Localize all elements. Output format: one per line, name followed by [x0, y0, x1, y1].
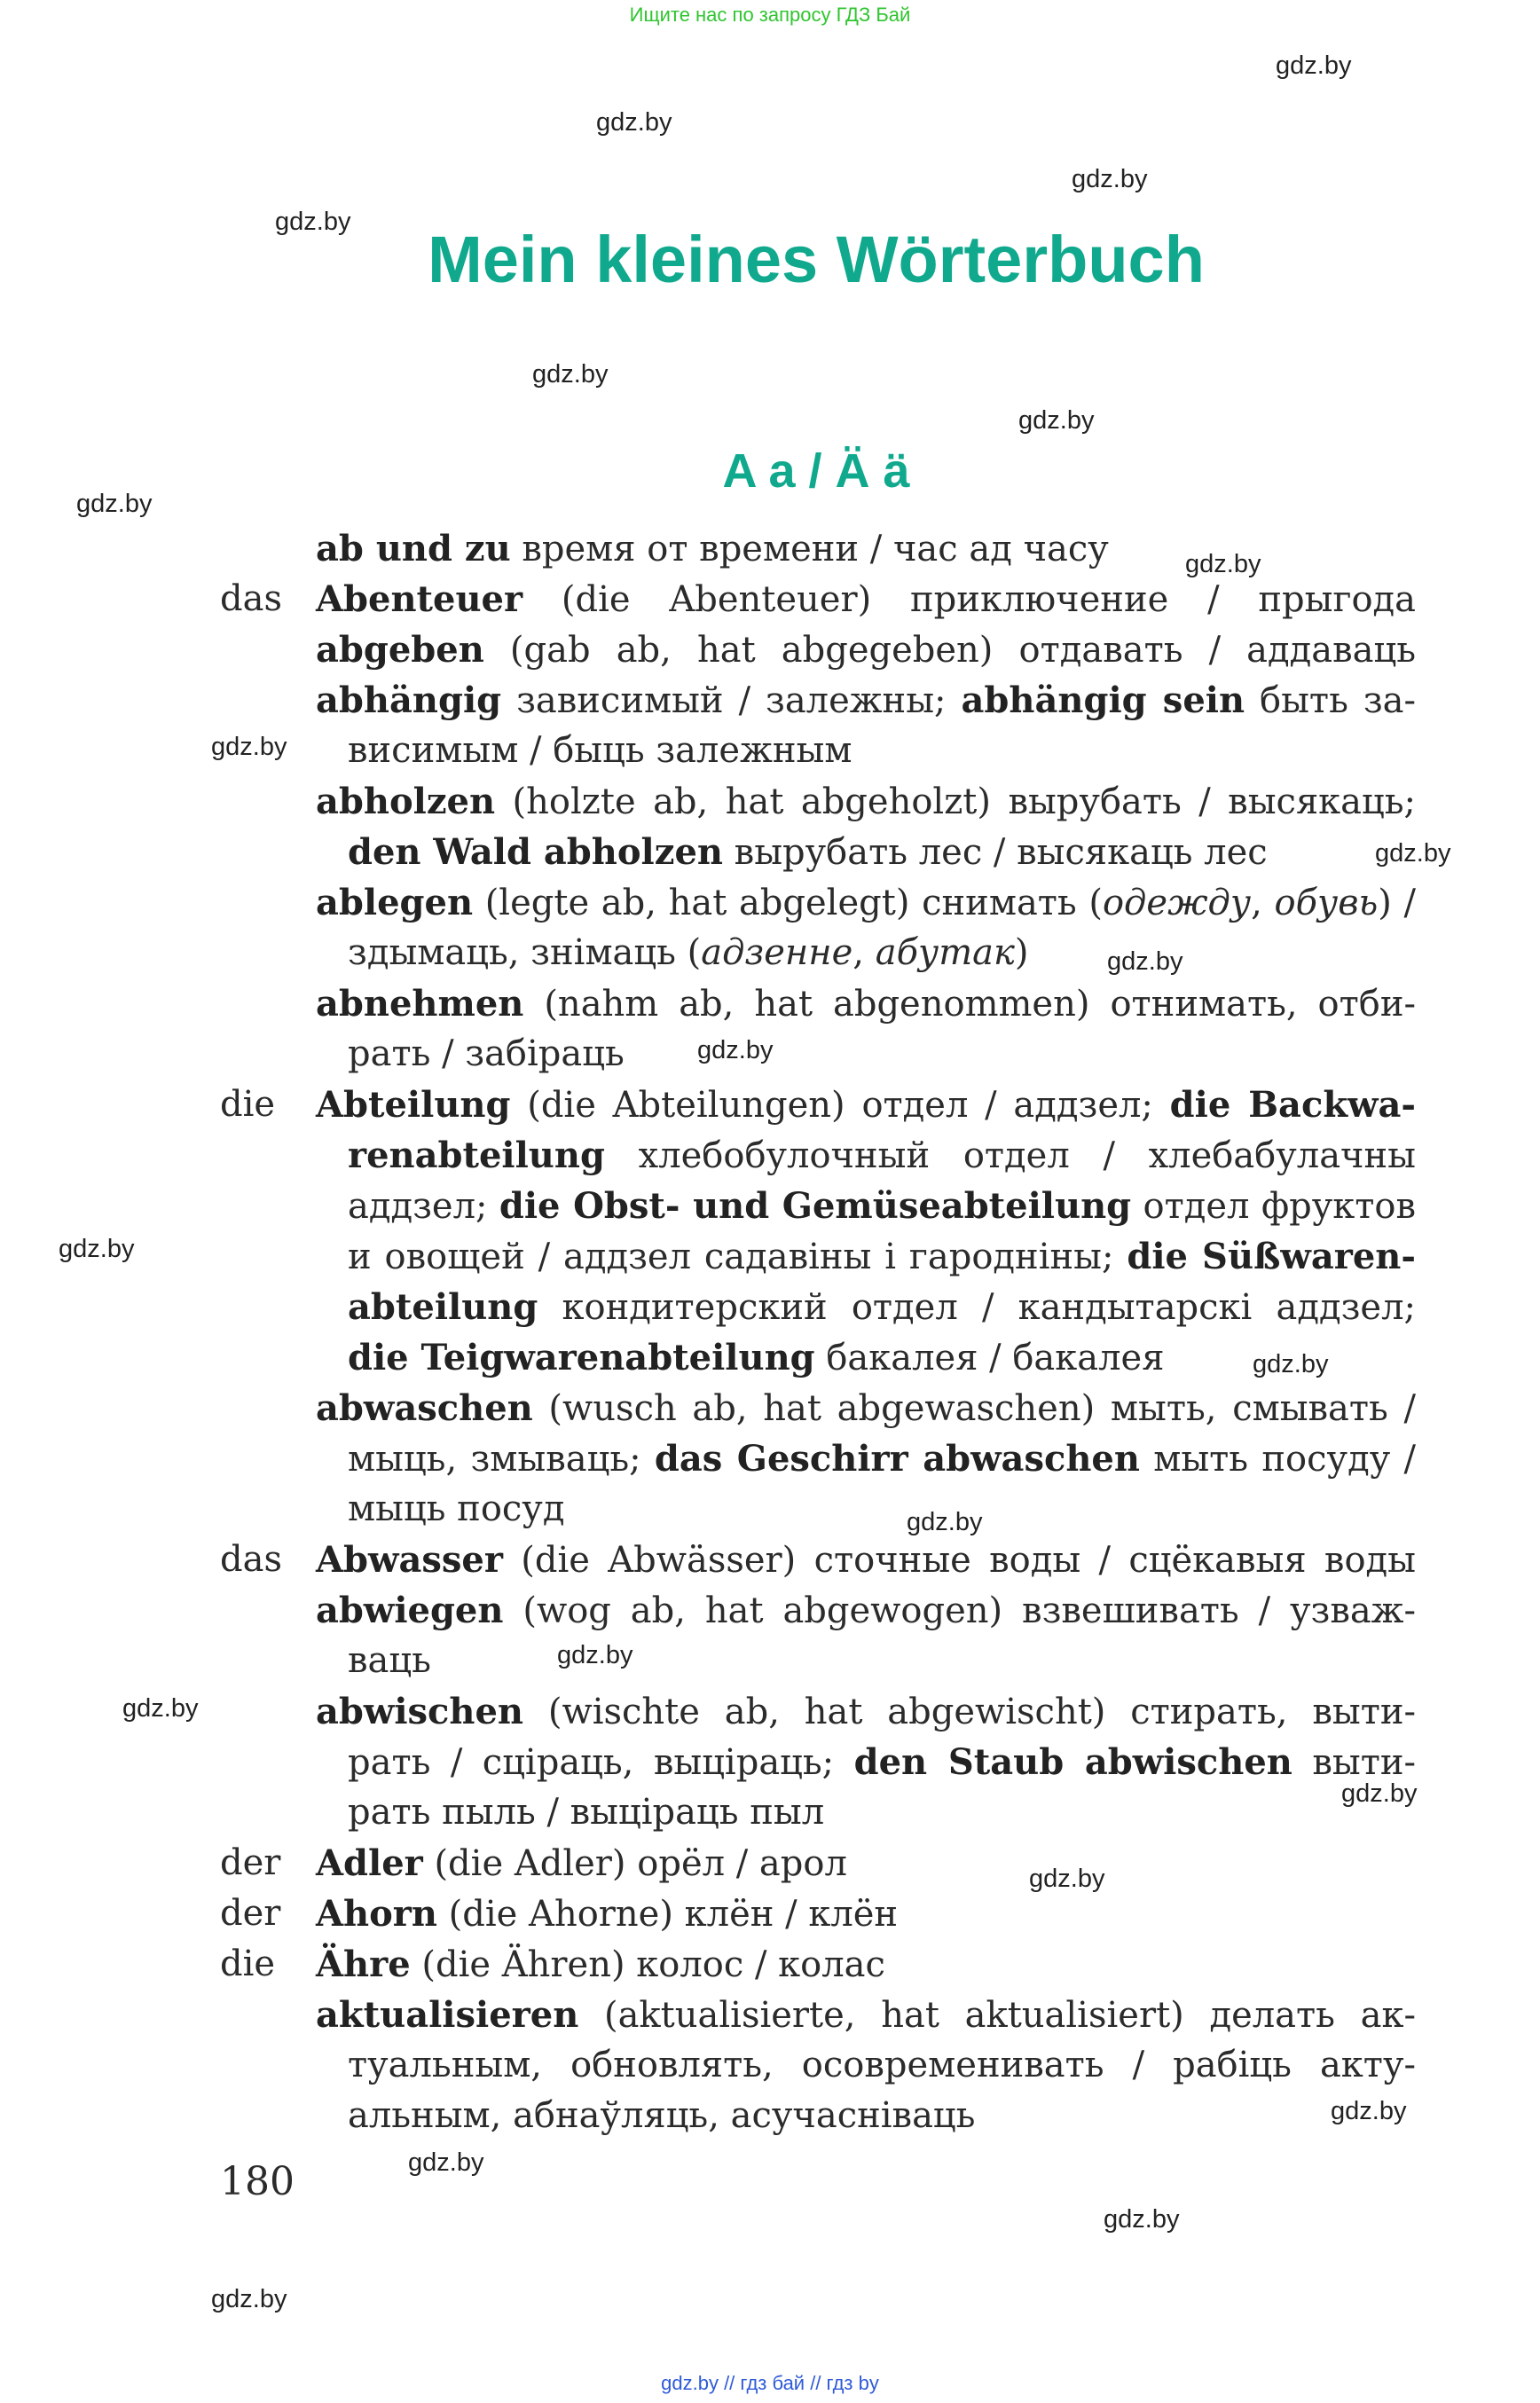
watermark: gdz.by — [1375, 839, 1451, 868]
watermark: gdz.by — [1104, 2205, 1180, 2234]
translation: вырубать / высякаць; — [1008, 781, 1417, 822]
entry-abteilung-cont — [348, 1181, 1416, 1231]
entry-abteilung — [316, 1080, 1416, 1130]
separator: , — [852, 932, 876, 973]
phrase: die Obst- und Gemüseabteilung — [499, 1185, 1132, 1227]
grammar-forms: (die Adler) — [422, 1843, 638, 1884]
page-number: 180 — [220, 2159, 295, 2204]
translation: время от времени / час ад часу — [510, 529, 1109, 569]
grammar-forms: (die Abteilungen) — [510, 1085, 862, 1126]
watermark: gdz.by — [1072, 165, 1148, 193]
entry-abholzen — [316, 776, 1416, 827]
translation: приключение / прыгода — [910, 579, 1416, 620]
entry-abwiegen — [316, 1585, 1416, 1636]
top-banner[interactable]: Ищите нас по запросу ГДЗ Бай — [629, 4, 911, 26]
entry-abhaengig — [316, 675, 1416, 726]
separator: , — [1251, 883, 1275, 923]
article: die — [220, 1084, 276, 1125]
entry-ablegen-cont — [348, 928, 1416, 978]
phrase: die Backwa- — [1169, 1084, 1417, 1126]
headword: ablegen — [316, 882, 474, 923]
translation: мыть, смывать / — [1110, 1388, 1416, 1429]
usage-note: одежду — [1102, 883, 1252, 923]
translation: делать ак- — [1209, 1995, 1416, 2036]
usage-note: обувь — [1274, 883, 1379, 923]
watermark: gdz.by — [1029, 1865, 1105, 1893]
headword: Ähre — [316, 1944, 411, 1985]
entry-aehre — [316, 1939, 1416, 1990]
section-letter-heading: A a / Ä ä — [722, 444, 910, 498]
article: das — [220, 578, 282, 619]
watermark: gdz.by — [275, 208, 351, 236]
grammar-forms: (gab ab, hat abgegeben) — [483, 630, 1019, 671]
watermark: gdz.by — [596, 108, 672, 137]
translation: рать пыль / выціраць пыл — [348, 1792, 825, 1833]
headword: Abteilung — [316, 1084, 511, 1126]
headword: abgeben — [316, 629, 484, 671]
watermark: gdz.by — [211, 733, 287, 761]
entry-abholzen-cont — [348, 827, 1416, 877]
grammar-forms: (die Ähren) — [410, 1944, 637, 1985]
translation: ) / — [1378, 883, 1417, 923]
translation: ваць — [348, 1640, 431, 1681]
entry-abteilung-cont — [348, 1282, 1416, 1332]
grammar-forms: (wog ab, hat abgewogen) — [503, 1590, 1023, 1631]
usage-note: абутак — [875, 932, 1015, 973]
translation: альным, абнаўляць, асучасніваць — [348, 2095, 976, 2136]
phrase: den Wald abholzen — [348, 831, 723, 873]
translation: быть за- — [1245, 680, 1416, 721]
translation: аддзел; — [348, 1186, 499, 1227]
entry-abhaengig-cont — [348, 726, 1416, 776]
headword: abwischen — [316, 1691, 524, 1732]
translation: рать / сціраць, выціраць; — [348, 1742, 854, 1783]
translation: мыць посуд — [348, 1488, 565, 1529]
phrase: die Süßwaren- — [1127, 1236, 1416, 1277]
article: der — [220, 1842, 281, 1883]
entry-adler — [316, 1838, 1416, 1889]
entry-abteilung-cont — [348, 1130, 1416, 1181]
entry-abteilung-cont — [348, 1332, 1416, 1383]
translation: орёл / арол — [637, 1843, 847, 1884]
footer-links[interactable]: gdz.by // гдз бай // гдз by — [661, 2372, 879, 2394]
headword: abwiegen — [316, 1590, 504, 1631]
translation: и овощей / аддзел садавіны і гародніны; — [348, 1237, 1128, 1277]
translation: кондитерский отдел / кандытарскі аддзел; — [538, 1287, 1416, 1328]
translation: вырубать лес / высякаць лес — [722, 832, 1268, 873]
watermark: gdz.by — [1276, 51, 1352, 80]
headword: Abenteuer — [316, 578, 523, 620]
translation: взвешивать / узваж- — [1022, 1590, 1416, 1631]
headword: ab und zu — [316, 528, 511, 569]
translation: висимым / быць залежным — [348, 730, 852, 771]
grammar-forms: (nahm ab, hat abgenommen) — [523, 984, 1111, 1025]
watermark: gdz.by — [408, 2148, 484, 2177]
headword: Abwasser — [316, 1539, 503, 1581]
entry-abteilung-cont — [348, 1231, 1416, 1282]
entry-ab-und-zu — [316, 523, 1416, 574]
article: das — [220, 1539, 282, 1580]
translation: зависимый / залежны; — [501, 680, 962, 721]
headword: abhängig — [316, 679, 502, 721]
translation: стирать, выти- — [1130, 1692, 1416, 1732]
phrase: abteilung — [348, 1286, 538, 1328]
phrase: den Staub abwischen — [853, 1741, 1292, 1783]
entry-aktualisieren-cont — [348, 2091, 1416, 2141]
translation: отдавать / аддаваць — [1018, 630, 1417, 671]
article: die — [220, 1944, 276, 1984]
page-title: Mein kleines Wörterbuch — [428, 223, 1205, 296]
grammar-forms: (legte ab, hat abgelegt) — [473, 883, 923, 923]
usage-note: адзенне — [701, 932, 853, 973]
watermark: gdz.by — [76, 490, 153, 518]
entry-ablegen — [316, 877, 1416, 928]
watermark: gdz.by — [1253, 1350, 1329, 1378]
entry-abwiegen-cont — [348, 1636, 1416, 1686]
translation: выти- — [1292, 1742, 1416, 1783]
translation: отдел / аддзел; — [861, 1085, 1170, 1126]
watermark: gdz.by — [532, 360, 609, 389]
headword: Adler — [316, 1842, 423, 1884]
entry-ahorn — [316, 1889, 1416, 1939]
watermark: gdz.by — [1341, 1779, 1418, 1808]
watermark: gdz.by — [907, 1508, 983, 1536]
watermark: gdz.by — [1018, 406, 1095, 435]
translation: клён / клён — [684, 1894, 899, 1935]
watermark: gdz.by — [1185, 550, 1261, 578]
entry-abwaschen-cont — [348, 1484, 1416, 1535]
headword: abwaschen — [316, 1387, 533, 1429]
translation: отдел фруктов — [1131, 1186, 1417, 1227]
headword: abholzen — [316, 781, 496, 822]
article: der — [220, 1893, 281, 1934]
entry-abenteuer — [316, 574, 1416, 624]
translation: туальным, обновлять, осовременивать / рабіць акту- — [348, 2045, 1416, 2085]
translation: мыць, змываць; — [348, 1439, 655, 1480]
grammar-forms: (holzte ab, hat abgeholzt) — [495, 781, 1009, 822]
entry-aktualisieren-cont — [348, 2040, 1416, 2091]
entry-abgeben — [316, 624, 1416, 675]
watermark: gdz.by — [211, 2285, 287, 2313]
translation: хлебобулочный отдел / хлебабулачны — [604, 1135, 1416, 1176]
translation: колос / колас — [636, 1944, 885, 1985]
translation: мыть посуду / — [1139, 1439, 1416, 1480]
entry-abwischen-cont — [348, 1737, 1416, 1787]
grammar-forms: (die Abwässer) — [502, 1540, 814, 1581]
entry-abwaschen-cont — [348, 1433, 1416, 1484]
entry-abwasser — [316, 1535, 1416, 1585]
entry-abwaschen — [316, 1383, 1416, 1433]
watermark: gdz.by — [697, 1036, 774, 1064]
phrase: das Geschirr abwaschen — [654, 1438, 1140, 1480]
grammar-forms: (wusch ab, hat abgewaschen) — [532, 1388, 1111, 1429]
watermark: gdz.by — [1331, 2097, 1407, 2125]
grammar-forms: (wischte ab, hat abgewischt) — [523, 1692, 1131, 1732]
entry-abnehmen-cont — [348, 1029, 1416, 1080]
watermark: gdz.by — [122, 1694, 199, 1723]
translation: бакалея / бакалея — [814, 1338, 1165, 1378]
entry-abwischen-cont — [348, 1787, 1416, 1838]
entry-aktualisieren — [316, 1990, 1416, 2040]
entry-abwischen — [316, 1686, 1416, 1737]
phrase: abhängig sein — [961, 679, 1245, 721]
watermark: gdz.by — [1107, 947, 1183, 976]
headword: Ahorn — [316, 1893, 437, 1935]
watermark: gdz.by — [59, 1235, 135, 1263]
watermark: gdz.by — [557, 1641, 633, 1669]
grammar-forms: (die Ahorne) — [436, 1894, 685, 1935]
headword: abnehmen — [316, 983, 524, 1025]
phrase: die Teigwarenabteilung — [348, 1337, 815, 1378]
grammar-forms: (aktualisierte, hat aktualisiert) — [578, 1995, 1210, 2036]
translation: рать / забіраць — [348, 1033, 625, 1074]
translation: снимать ( — [922, 883, 1103, 923]
phrase: renabteilung — [348, 1135, 605, 1176]
translation: здымаць, знімаць ( — [348, 932, 702, 973]
translation: отнимать, отби- — [1110, 984, 1417, 1025]
headword: aktualisieren — [316, 1994, 579, 2036]
translation: сточные воды / сцёкавыя воды — [813, 1540, 1416, 1581]
grammar-forms: (die Abenteuer) — [522, 579, 911, 620]
entry-abnehmen — [316, 978, 1416, 1029]
translation: ) — [1014, 932, 1029, 973]
